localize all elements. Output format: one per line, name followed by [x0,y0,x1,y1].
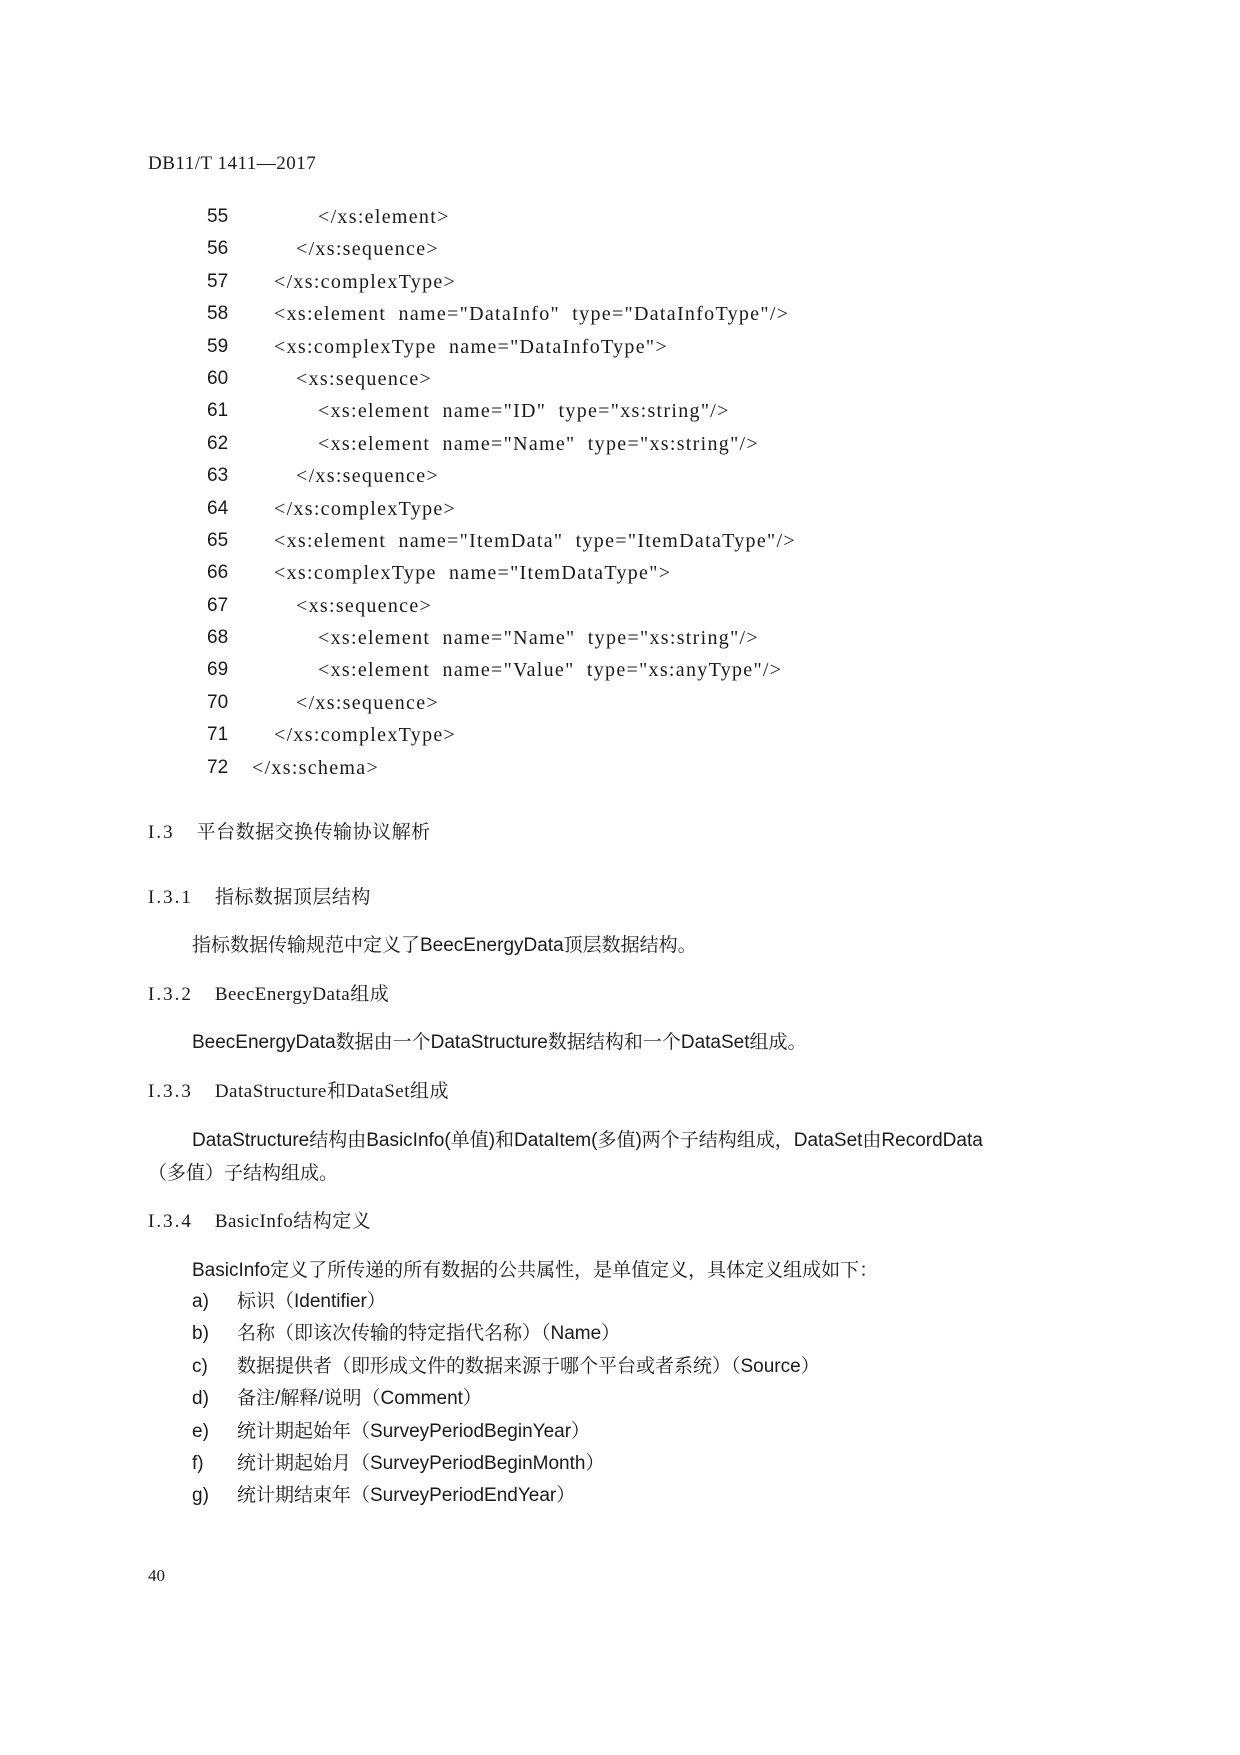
code-line-text: </xs:sequence> [296,465,439,488]
section-paragraph [148,1124,983,1190]
code-line-number: 64 [207,497,229,519]
basicinfo-field-list [0,1286,1240,1513]
section-number: I.3.4 [148,1211,193,1232]
code-line-number: 60 [207,367,229,389]
code-line-text: <xs:sequence> [296,594,433,617]
code-line-text: <xs:complexType name="DataInfoType"> [274,335,668,358]
section-number: I.3.2 [148,984,193,1005]
code-line [0,719,1240,751]
code-line [0,557,1240,589]
code-line-number: 56 [207,238,229,260]
code-line-number: 62 [207,432,229,454]
code-line-text: </xs:complexType> [274,724,457,747]
code-line-text: <xs:element name="ItemData" type="ItemDataType"/> [274,529,796,552]
code-line-number: 61 [207,400,229,422]
list-item [0,1383,1240,1415]
section-heading-i3-1 [148,886,371,910]
list-marker: f) [192,1452,204,1474]
section-title: BeecEnergyData组成 [214,984,390,1005]
code-line [0,266,1240,298]
list-item [0,1448,1240,1480]
code-line [0,493,1240,525]
code-line-number: 63 [207,465,229,487]
section-paragraph: BeecEnergyData数据由一个DataStructure数据结构和一个DataSet组成。 [192,1032,807,1053]
code-line [0,363,1240,395]
list-item-text: 统计期起始月（SurveyPeriodBeginMonth） [237,1452,605,1474]
code-line-number: 68 [207,627,229,649]
code-line-number: 58 [207,303,229,325]
list-item [0,1286,1240,1318]
code-line-number: 55 [207,206,229,227]
code-line-text: </xs:schema> [252,756,380,779]
code-line-text: <xs:sequence> [296,367,433,390]
paragraph-line: （多值）子结构组成。 [148,1163,339,1184]
list-item [0,1351,1240,1383]
code-line-text: </xs:sequence> [296,691,439,714]
section-title: BasicInfo结构定义 [214,1211,372,1232]
code-line-text: </xs:complexType> [274,270,457,293]
code-line [0,460,1240,492]
code-line [0,590,1240,622]
section-number: I.3 [148,822,175,843]
list-marker: a) [192,1291,209,1312]
code-line [0,752,1240,784]
list-item-text: 统计期结束年（SurveyPeriodEndYear） [237,1485,576,1507]
code-line [0,654,1240,686]
section-paragraph: BasicInfo定义了所传递的所有数据的公共属性，是单值定义，具体定义组成如下： [192,1260,879,1281]
code-line [0,201,1240,233]
list-marker: g) [192,1485,209,1507]
code-line [0,298,1240,330]
list-item-text: 标识（Identifier） [237,1291,386,1312]
code-line-number: 65 [207,529,229,551]
section-title: 指标数据顶层结构 [214,887,371,908]
code-line-number: 71 [207,724,229,746]
section-heading-i3-2 [148,983,389,1007]
code-line-number: 69 [207,659,229,681]
document-code-header: DB11/T 1411—2017 [148,153,317,174]
code-line-text: <xs:element name="Name" type="xs:string"/> [318,627,759,650]
code-line-text: <xs:element name="DataInfo" type="DataInfoType"/> [274,303,790,326]
xml-schema-listing [0,201,1240,784]
code-line-text: <xs:element name="ID" type="xs:string"/> [318,400,730,423]
list-marker: c) [192,1355,208,1377]
list-item-text: 统计期起始年（SurveyPeriodBeginYear） [237,1420,591,1442]
code-line [0,687,1240,719]
section-heading-i3 [148,821,431,845]
code-line [0,428,1240,460]
code-line [0,331,1240,363]
code-line-number: 66 [207,562,229,584]
code-line-number: 72 [207,756,229,778]
list-item [0,1318,1240,1350]
code-line [0,233,1240,265]
list-marker: e) [192,1420,209,1442]
section-number: I.3.3 [148,1081,193,1102]
section-number: I.3.1 [148,887,193,908]
list-marker: b) [192,1323,209,1345]
code-line-number: 67 [207,594,229,616]
code-line-number: 59 [207,335,229,357]
code-line-text: <xs:element name="Value" type="xs:anyType"/> [318,659,783,682]
code-line [0,622,1240,654]
list-item-text: 名称（即该次传输的特定指代名称）（Name） [237,1323,621,1345]
code-line-text: <xs:element name="Name" type="xs:string"/> [318,432,759,455]
section-title: 平台数据交换传输协议解析 [196,822,431,843]
list-marker: d) [192,1388,209,1410]
page-number: 40 [148,1566,165,1585]
list-item [0,1416,1240,1448]
code-line-number: 70 [207,691,229,713]
code-line-text: </xs:complexType> [274,497,457,520]
list-item [0,1480,1240,1512]
code-line-text: </xs:element> [318,206,450,228]
list-item-text: 备注/解释/说明（Comment） [237,1388,482,1410]
code-line [0,395,1240,427]
code-line-text: </xs:sequence> [296,238,439,261]
code-line-text: <xs:complexType name="ItemDataType"> [274,562,672,585]
section-title: DataStructure和DataSet组成 [214,1081,449,1102]
list-item-text: 数据提供者（即形成文件的数据来源于哪个平台或者系统）（Source） [237,1355,820,1377]
section-heading-i3-4 [148,1210,371,1234]
paragraph-line: DataStructure结构由BasicInfo(单值)和DataItem(多值)两个子结构组成，DataSet由RecordData [192,1130,983,1151]
code-line-number: 57 [207,270,229,292]
section-paragraph: 指标数据传输规范中定义了BeecEnergyData顶层数据结构。 [192,935,697,956]
code-line [0,525,1240,557]
section-heading-i3-3 [148,1080,449,1104]
